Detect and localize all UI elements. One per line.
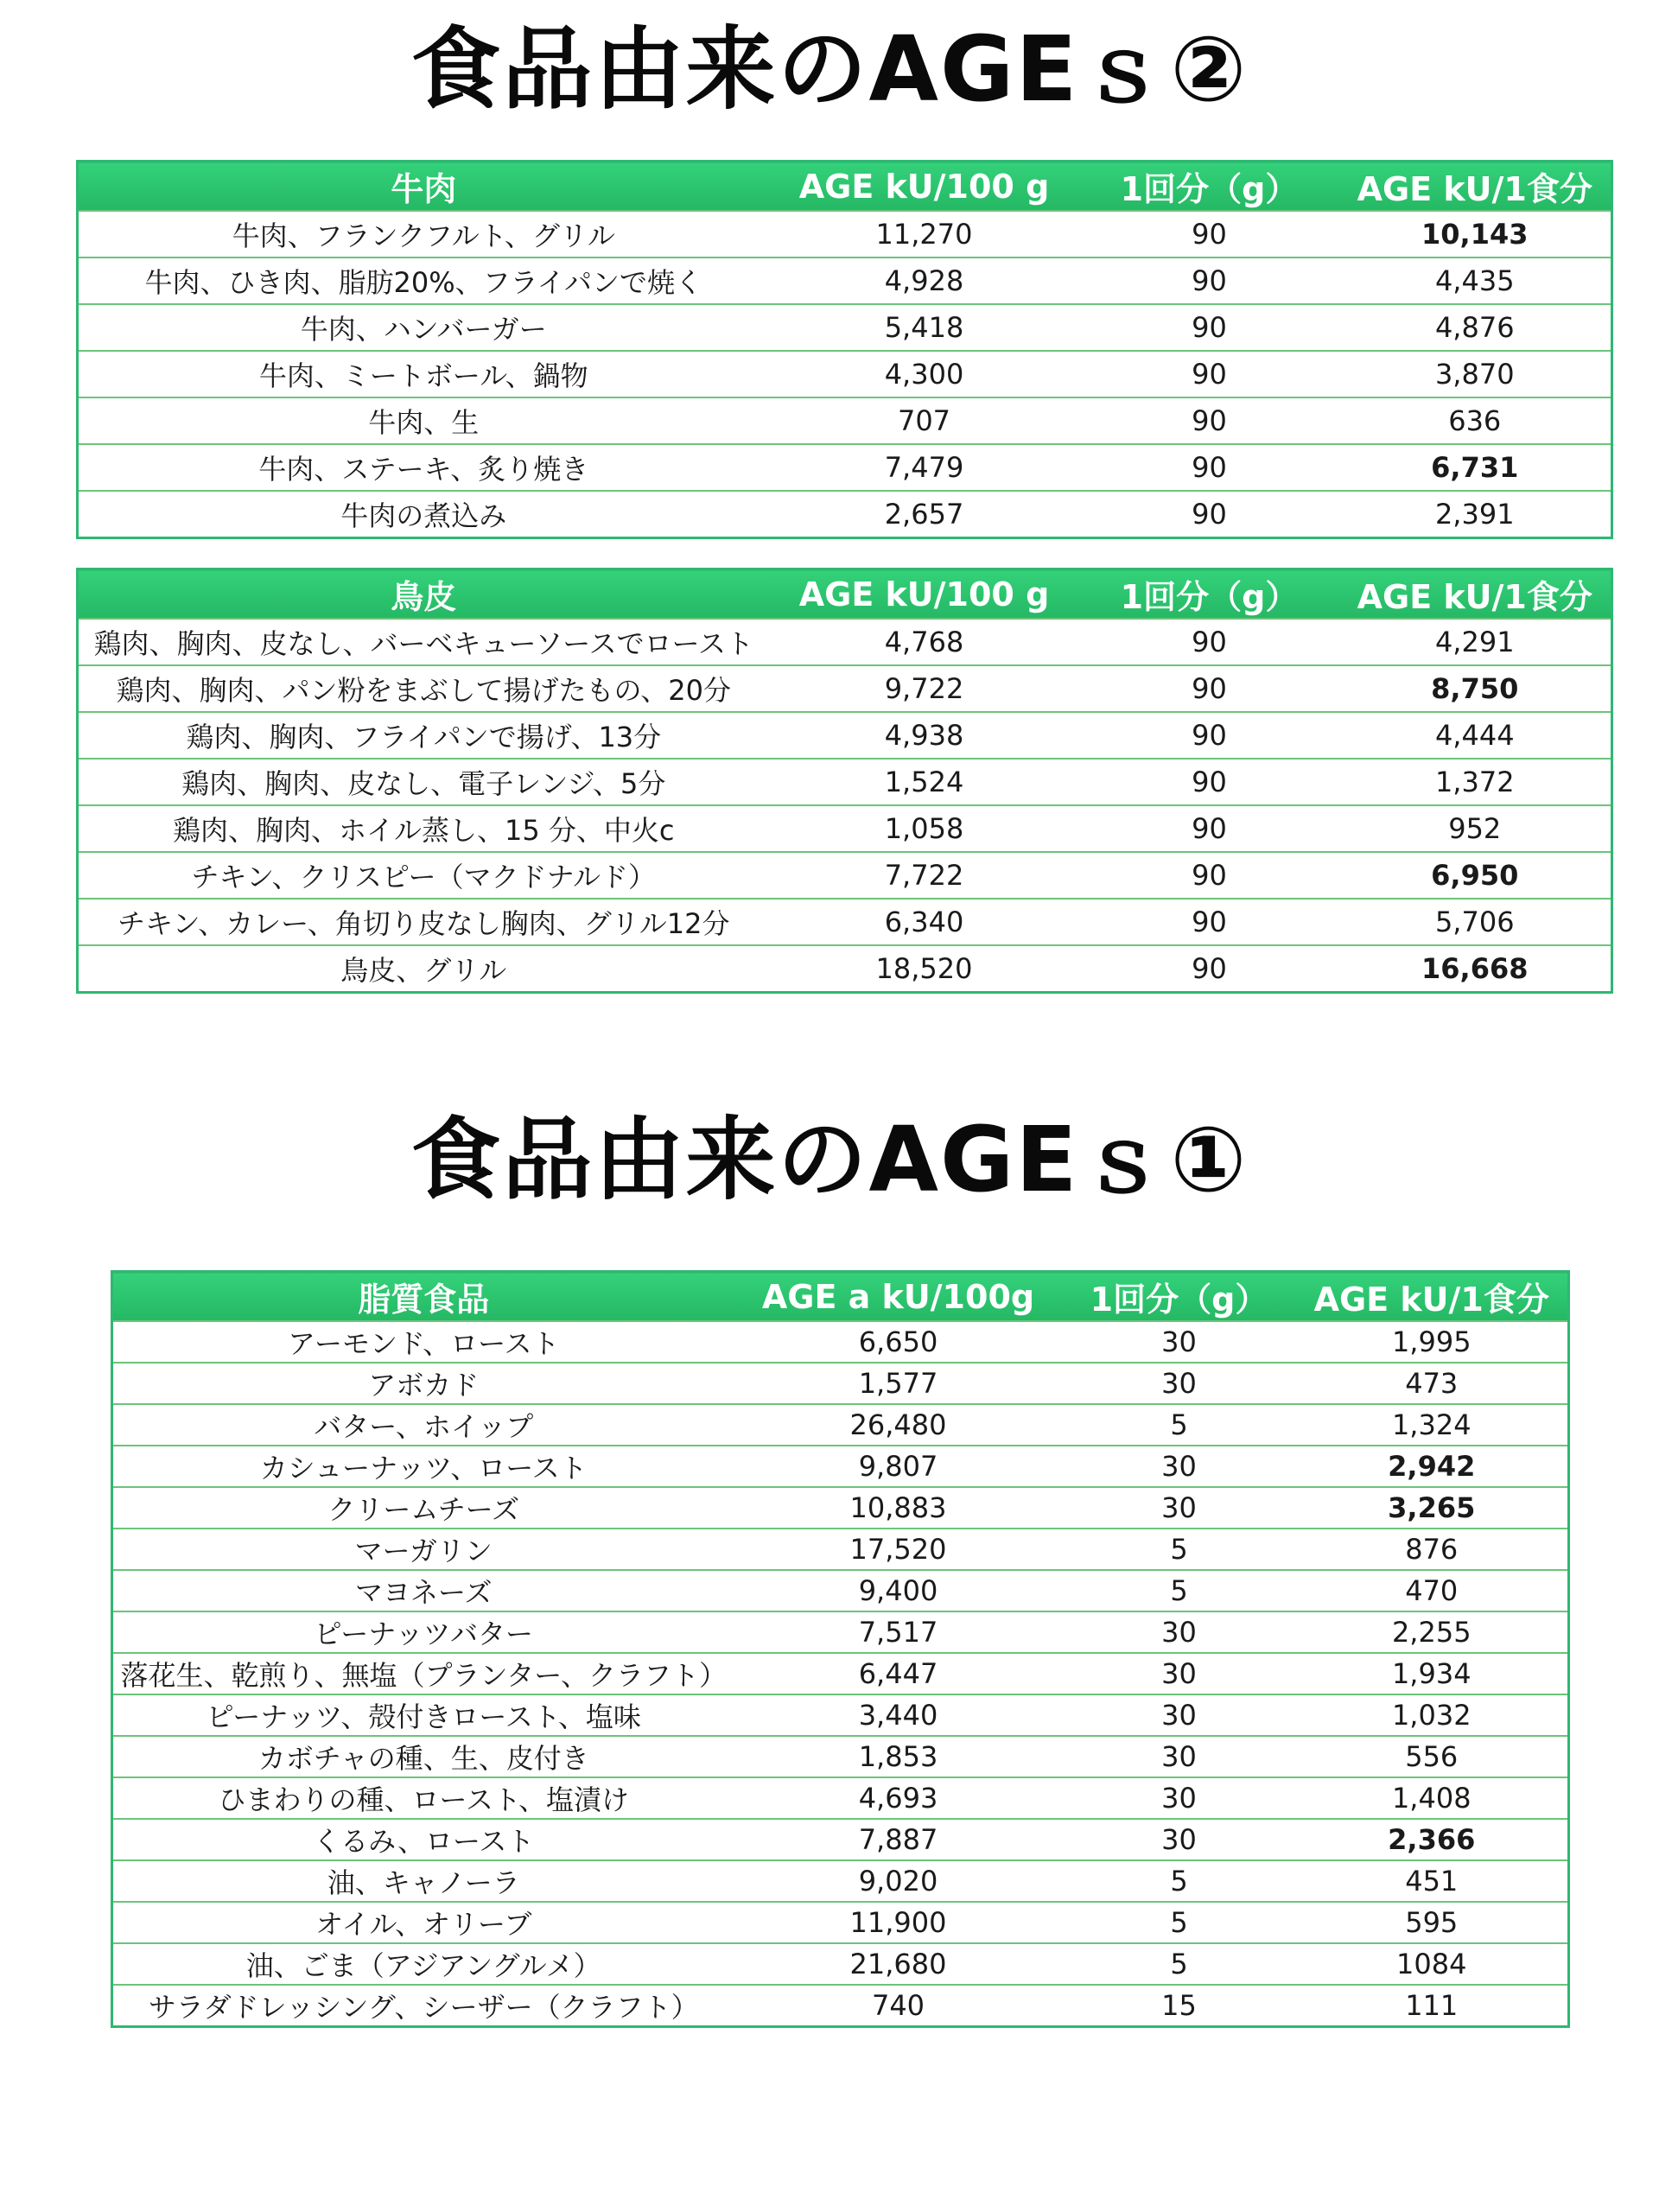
header-serving-size: 1回分（g） (1080, 569, 1339, 620)
serving-size-cell: 15 (1063, 1985, 1296, 2027)
chicken-age-table (76, 568, 1613, 994)
table-row (78, 759, 1612, 805)
table-row (112, 1736, 1569, 1777)
age-per-100g-cell: 740 (734, 1985, 1063, 2027)
age-per-meal-cell: 1,324 (1296, 1404, 1569, 1446)
food-name-cell: オイル、オリーブ (112, 1902, 734, 1943)
age-per-100g-cell: 4,693 (734, 1777, 1063, 1819)
table-row (112, 1653, 1569, 1694)
table-row (78, 351, 1612, 397)
table-row (78, 619, 1612, 665)
food-name-cell: アーモンド、ロースト (112, 1321, 734, 1363)
serving-size-cell: 30 (1063, 1611, 1296, 1653)
table-row (112, 1943, 1569, 1985)
header-category: 鳥皮 (78, 569, 769, 620)
age-per-meal-cell: 4,435 (1339, 257, 1612, 304)
food-name-cell: カボチャの種、生、皮付き (112, 1736, 734, 1777)
age-per-100g-cell: 4,928 (769, 257, 1080, 304)
table-row (112, 1611, 1569, 1653)
age-per-meal-cell: 3,870 (1339, 351, 1612, 397)
header-age-per-100g: AGE kU/100 g (769, 569, 1080, 620)
age-per-100g-cell: 5,418 (769, 304, 1080, 351)
table-row (78, 852, 1612, 899)
age-per-meal-cell: 1,372 (1339, 759, 1612, 805)
serving-size-cell: 90 (1080, 712, 1339, 759)
serving-size-cell: 30 (1063, 1777, 1296, 1819)
age-per-100g-cell: 4,938 (769, 712, 1080, 759)
age-per-meal-cell: 4,444 (1339, 712, 1612, 759)
age-per-100g-cell: 9,722 (769, 665, 1080, 712)
serving-size-cell: 90 (1080, 351, 1339, 397)
food-name-cell: 鶏肉、胸肉、ホイル蒸し、15 分、中火c (78, 805, 769, 852)
age-per-meal-cell: 8,750 (1339, 665, 1612, 712)
age-per-meal-cell: 952 (1339, 805, 1612, 852)
food-name-cell: ひまわりの種、ロースト、塩漬け (112, 1777, 734, 1819)
age-per-meal-cell: 876 (1296, 1529, 1569, 1570)
table-row (78, 712, 1612, 759)
age-per-meal-cell: 2,366 (1296, 1819, 1569, 1860)
table-row (78, 304, 1612, 351)
table-row (78, 665, 1612, 712)
food-name-cell: 鳥皮、グリル (78, 945, 769, 993)
food-name-cell: ピーナッツ、殻付きロースト、塩味 (112, 1694, 734, 1736)
age-per-meal-cell: 2,255 (1296, 1611, 1569, 1653)
age-per-meal-cell: 1,934 (1296, 1653, 1569, 1694)
age-per-meal-cell: 1,032 (1296, 1694, 1569, 1736)
age-per-100g-cell: 2,657 (769, 491, 1080, 538)
header-serving-size: 1回分（g） (1080, 162, 1339, 212)
table-row (112, 1446, 1569, 1487)
age-per-100g-cell: 1,853 (734, 1736, 1063, 1777)
food-name-cell: チキン、カレー、角切り皮なし胸肉、グリル12分 (78, 899, 769, 945)
age-per-100g-cell: 9,020 (734, 1860, 1063, 1902)
beef-age-table (76, 160, 1613, 539)
table-row (112, 1819, 1569, 1860)
header-age-per-meal: AGE kU/1食分 (1339, 162, 1612, 212)
serving-size-cell: 5 (1063, 1570, 1296, 1611)
food-name-cell: 牛肉、ステーキ、炙り焼き (78, 444, 769, 491)
age-per-100g-cell: 7,722 (769, 852, 1080, 899)
table-row (112, 1860, 1569, 1902)
age-per-meal-cell: 4,876 (1339, 304, 1612, 351)
age-per-100g-cell: 9,807 (734, 1446, 1063, 1487)
age-per-100g-cell: 7,479 (769, 444, 1080, 491)
age-per-meal-cell: 4,291 (1339, 619, 1612, 665)
serving-size-cell: 30 (1063, 1321, 1296, 1363)
age-per-100g-cell: 11,270 (769, 211, 1080, 257)
serving-size-cell: 90 (1080, 257, 1339, 304)
serving-size-cell: 30 (1063, 1446, 1296, 1487)
age-per-100g-cell: 6,447 (734, 1653, 1063, 1694)
serving-size-cell: 30 (1063, 1819, 1296, 1860)
age-per-meal-cell: 5,706 (1339, 899, 1612, 945)
serving-size-cell: 90 (1080, 805, 1339, 852)
table-row (112, 1363, 1569, 1404)
serving-size-cell: 90 (1080, 945, 1339, 993)
table-row (112, 1321, 1569, 1363)
food-name-cell: 落花生、乾煎り、無塩（プランター、クラフト） (112, 1653, 734, 1694)
age-per-meal-cell: 595 (1296, 1902, 1569, 1943)
age-per-100g-cell: 7,887 (734, 1819, 1063, 1860)
serving-size-cell: 90 (1080, 491, 1339, 538)
serving-size-cell: 30 (1063, 1363, 1296, 1404)
serving-size-cell: 30 (1063, 1487, 1296, 1529)
serving-size-cell: 90 (1080, 304, 1339, 351)
table-header-row (78, 162, 1612, 212)
table-row (78, 211, 1612, 257)
header-serving-size: 1回分（g） (1063, 1272, 1296, 1322)
table-row (78, 945, 1612, 993)
table-row (78, 491, 1612, 538)
food-name-cell: マヨネーズ (112, 1570, 734, 1611)
age-per-100g-cell: 18,520 (769, 945, 1080, 993)
food-name-cell: 牛肉の煮込み (78, 491, 769, 538)
age-per-meal-cell: 2,391 (1339, 491, 1612, 538)
age-per-meal-cell: 636 (1339, 397, 1612, 444)
header-category: 脂質食品 (112, 1272, 734, 1322)
age-per-meal-cell: 6,950 (1339, 852, 1612, 899)
table-row (78, 899, 1612, 945)
serving-size-cell: 90 (1080, 397, 1339, 444)
serving-size-cell: 90 (1080, 444, 1339, 491)
age-per-100g-cell: 1,058 (769, 805, 1080, 852)
age-per-100g-cell: 3,440 (734, 1694, 1063, 1736)
age-per-meal-cell: 2,942 (1296, 1446, 1569, 1487)
food-name-cell: チキン、クリスピー（マクドナルド） (78, 852, 769, 899)
serving-size-cell: 5 (1063, 1943, 1296, 1985)
food-name-cell: 油、ごま（アジアングルメ） (112, 1943, 734, 1985)
age-per-meal-cell: 1,408 (1296, 1777, 1569, 1819)
fat-foods-age-table (111, 1270, 1570, 2028)
food-name-cell: 牛肉、ひき肉、脂肪20%、フライパンで焼く (78, 257, 769, 304)
serving-size-cell: 5 (1063, 1860, 1296, 1902)
table-row (78, 444, 1612, 491)
age-per-meal-cell: 3,265 (1296, 1487, 1569, 1529)
table-row (112, 1404, 1569, 1446)
serving-size-cell: 5 (1063, 1902, 1296, 1943)
age-per-meal-cell: 111 (1296, 1985, 1569, 2027)
header-age-per-meal: AGE kU/1食分 (1296, 1272, 1569, 1322)
serving-size-cell: 30 (1063, 1694, 1296, 1736)
age-per-meal-cell: 451 (1296, 1860, 1569, 1902)
age-per-100g-cell: 707 (769, 397, 1080, 444)
age-per-100g-cell: 9,400 (734, 1570, 1063, 1611)
age-per-100g-cell: 4,300 (769, 351, 1080, 397)
header-age-per-meal: AGE kU/1食分 (1339, 569, 1612, 620)
serving-size-cell: 30 (1063, 1736, 1296, 1777)
serving-size-cell: 5 (1063, 1404, 1296, 1446)
food-name-cell: くるみ、ロースト (112, 1819, 734, 1860)
food-name-cell: ピーナッツバター (112, 1611, 734, 1653)
age-per-100g-cell: 10,883 (734, 1487, 1063, 1529)
food-name-cell: 牛肉、生 (78, 397, 769, 444)
age-per-100g-cell: 7,517 (734, 1611, 1063, 1653)
food-name-cell: 鶏肉、胸肉、パン粉をまぶして揚げたもの、20分 (78, 665, 769, 712)
table-row (112, 1487, 1569, 1529)
food-name-cell: サラダドレッシング、シーザー（クラフト） (112, 1985, 734, 2027)
food-name-cell: 油、キャノーラ (112, 1860, 734, 1902)
age-per-100g-cell: 26,480 (734, 1404, 1063, 1446)
age-per-meal-cell: 1,995 (1296, 1321, 1569, 1363)
food-name-cell: 牛肉、フランクフルト、グリル (78, 211, 769, 257)
age-per-100g-cell: 17,520 (734, 1529, 1063, 1570)
food-name-cell: カシューナッツ、ロースト (112, 1446, 734, 1487)
food-name-cell: マーガリン (112, 1529, 734, 1570)
table-row (112, 1902, 1569, 1943)
age-per-meal-cell: 10,143 (1339, 211, 1612, 257)
food-name-cell: 牛肉、ハンバーガー (78, 304, 769, 351)
header-age-per-100g: AGE kU/100 g (769, 162, 1080, 212)
table-row (112, 1985, 1569, 2027)
age-per-meal-cell: 1084 (1296, 1943, 1569, 1985)
table-row (78, 805, 1612, 852)
serving-size-cell: 90 (1080, 665, 1339, 712)
food-name-cell: バター、ホイップ (112, 1404, 734, 1446)
food-name-cell: 鶏肉、胸肉、フライパンで揚げ、13分 (78, 712, 769, 759)
header-age-per-100g: AGE a kU/100g (734, 1272, 1063, 1322)
food-name-cell: クリームチーズ (112, 1487, 734, 1529)
food-name-cell: 鶏肉、胸肉、皮なし、バーベキューソースでロースト (78, 619, 769, 665)
table-row (112, 1529, 1569, 1570)
age-per-100g-cell: 4,768 (769, 619, 1080, 665)
age-per-100g-cell: 6,340 (769, 899, 1080, 945)
table-row (78, 257, 1612, 304)
serving-size-cell: 90 (1080, 619, 1339, 665)
table-row (112, 1570, 1569, 1611)
food-name-cell: 鶏肉、胸肉、皮なし、電子レンジ、5分 (78, 759, 769, 805)
page-title-top: 食品由来のAGEｓ② (410, 16, 1249, 122)
food-name-cell: 牛肉、ミートボール、鍋物 (78, 351, 769, 397)
serving-size-cell: 90 (1080, 211, 1339, 257)
age-per-meal-cell: 6,731 (1339, 444, 1612, 491)
age-per-100g-cell: 1,577 (734, 1363, 1063, 1404)
age-per-100g-cell: 6,650 (734, 1321, 1063, 1363)
table-header-row (112, 1272, 1569, 1322)
serving-size-cell: 90 (1080, 852, 1339, 899)
serving-size-cell: 90 (1080, 759, 1339, 805)
age-per-100g-cell: 21,680 (734, 1943, 1063, 1985)
serving-size-cell: 5 (1063, 1529, 1296, 1570)
age-per-meal-cell: 470 (1296, 1570, 1569, 1611)
food-name-cell: アボカド (112, 1363, 734, 1404)
table-row (112, 1694, 1569, 1736)
table-row (78, 397, 1612, 444)
table-row (112, 1777, 1569, 1819)
age-per-meal-cell: 556 (1296, 1736, 1569, 1777)
age-per-meal-cell: 473 (1296, 1363, 1569, 1404)
page-title-bottom: 食品由来のAGEｓ① (410, 1107, 1249, 1212)
serving-size-cell: 30 (1063, 1653, 1296, 1694)
header-category: 牛肉 (78, 162, 769, 212)
age-per-100g-cell: 1,524 (769, 759, 1080, 805)
age-per-100g-cell: 11,900 (734, 1902, 1063, 1943)
serving-size-cell: 90 (1080, 899, 1339, 945)
age-per-meal-cell: 16,668 (1339, 945, 1612, 993)
table-header-row (78, 569, 1612, 620)
